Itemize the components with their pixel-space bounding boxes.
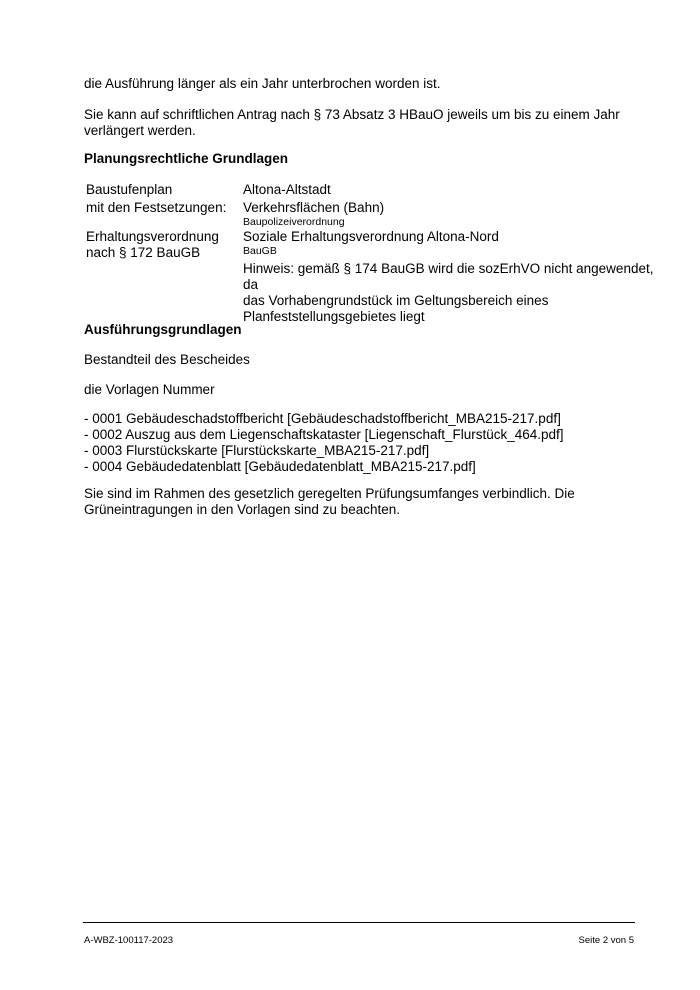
paragraph-interruption: die Ausführung länger als ein Jahr unterbrochen worden ist. — [84, 76, 441, 91]
paragraph-extension-line-1: Sie kann auf schriftlichen Antrag nach § 73 Absatz 3 HBauO jeweils um bis zu einem Jahr — [84, 107, 620, 122]
list-item: - 0004 Gebäudedatenblatt [Gebäudedatenblatt_MBA215-217.pdf] — [84, 459, 476, 474]
planning-hint-line: Planfeststellungsgebietes liegt — [243, 309, 425, 324]
execution-heading: Ausführungsgrundlagen — [84, 322, 242, 337]
planning-row-value-text: Verkehrsflächen (Bahn) — [243, 200, 385, 215]
planning-row-label-line: nach § 172 BauGB — [86, 245, 201, 260]
footer-reference: A-WBZ-100117-2023 — [84, 935, 174, 946]
footer-divider — [83, 922, 635, 923]
planning-row-label-line: mit den Festsetzungen: — [86, 200, 227, 215]
planning-row-subnote: BauGB — [243, 245, 277, 257]
planning-hint-line: Hinweis: gemäß § 174 BauGB wird die sozErhVO nicht angewendet, da — [243, 261, 654, 292]
execution-intro-templates: die Vorlagen Nummer — [84, 382, 215, 397]
planning-heading: Planungsrechtliche Grundlagen — [84, 151, 289, 166]
closing-paragraph — [84, 486, 684, 518]
planning-hint — [243, 261, 663, 325]
planning-row-label-line: Erhaltungsverordnung — [86, 229, 219, 244]
planning-row-value — [243, 182, 663, 198]
planning-row-label — [86, 200, 236, 216]
execution-intro-component: Bestandteil des Bescheides — [84, 352, 250, 367]
planning-row-value-text: Soziale Erhaltungsverordnung Altona-Nord — [243, 229, 499, 244]
list-item: - 0003 Flurstückskarte [Flurstückskarte_MBA215-217.pdf] — [84, 443, 430, 458]
closing-line-2: Grüneintragungen in den Vorlagen sind zu beachten. — [84, 502, 400, 517]
document-list — [84, 411, 684, 475]
planning-row-value — [243, 229, 663, 257]
footer-page-number: Seite 2 von 5 — [578, 935, 634, 946]
list-item: - 0001 Gebäudeschadstoffbericht [Gebäudeschadstoffbericht_MBA215-217.pdf] — [84, 411, 561, 426]
planning-row-label-line: Baustufenplan — [86, 182, 173, 197]
planning-row-value-text: Altona-Altstadt — [243, 182, 331, 197]
planning-hint-line: das Vorhabengrundstück im Geltungsbereich eines — [243, 293, 549, 308]
list-item: - 0002 Auszug aus dem Liegenschaftskataster [Liegenschaft_Flurstück_464.pdf] — [84, 427, 564, 442]
closing-line-1: Sie sind im Rahmen des gesetzlich geregelten Prüfungsumfanges verbindlich. Die — [84, 486, 575, 501]
planning-row-value — [243, 200, 663, 228]
planning-row-label — [86, 229, 236, 261]
planning-row-subnote: Baupolizeiverordnung — [243, 216, 345, 228]
paragraph-extension — [84, 107, 644, 139]
planning-row-label — [86, 182, 236, 198]
paragraph-extension-line-2: verlängert werden. — [84, 123, 196, 138]
